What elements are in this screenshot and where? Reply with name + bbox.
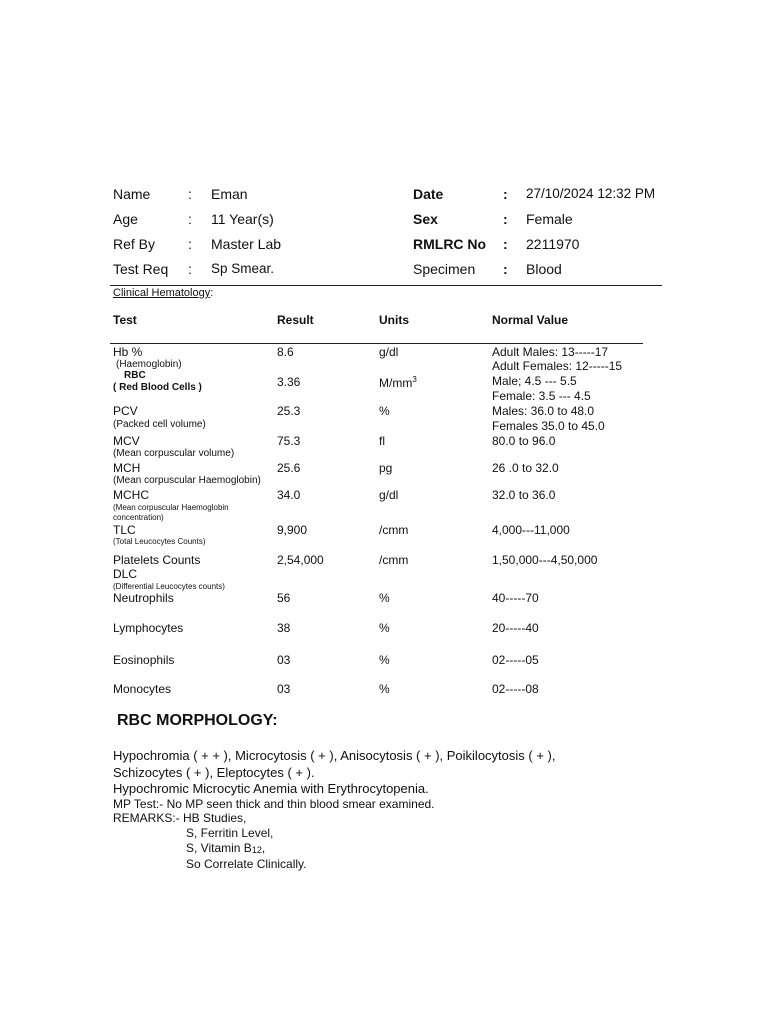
age-value: 11 Year(s) (211, 211, 274, 227)
monocytes-name: Monocytes (113, 682, 172, 696)
mchc-result: 34.0 (277, 488, 301, 502)
mchc-normal: 32.0 to 36.0 (492, 488, 556, 502)
rmlrc-label: RMLRC No (413, 236, 487, 252)
colon: : (188, 236, 192, 252)
rbc-units (379, 375, 417, 390)
pcv-normal-1: Males: 36.0 to 48.0 (492, 404, 595, 418)
tlc-result: 9,900 (277, 523, 308, 537)
section-title-colon: : (210, 287, 214, 299)
colon: : (188, 261, 192, 277)
mchc-sub-2: concentration) (113, 513, 164, 522)
morphology-line-2: Schizocytes ( + ), Eleptocytes ( + ). (113, 765, 315, 780)
rbc-normal-2: Female: 3.5 --- 4.5 (492, 389, 591, 403)
sex-value: Female (526, 211, 573, 227)
colon: : (503, 261, 508, 277)
rbc-sub: ( Red Blood Cells ) (113, 382, 202, 393)
eosinophils-name: Eosinophils (113, 653, 175, 667)
tlc-sub: (Total Leucocytes Counts) (113, 537, 206, 546)
neutrophils-units: % (379, 591, 390, 605)
section-title (113, 287, 213, 299)
pcv-sub: (Packed cell volume) (113, 419, 206, 430)
lymphocytes-units: % (379, 621, 390, 635)
name-value: Eman (211, 186, 248, 202)
monocytes-units: % (379, 682, 390, 696)
table-header-divider (110, 343, 643, 344)
mcv-units: fl (379, 434, 385, 448)
neutrophils-name: Neutrophils (113, 591, 174, 605)
mcv-name: MCV (113, 434, 140, 448)
mcv-result: 75.3 (277, 434, 301, 448)
remarks: REMARKS:- HB Studies, (113, 811, 247, 825)
colon: : (188, 186, 192, 202)
tlc-normal: 4,000---11,000 (492, 523, 570, 537)
colon: : (503, 211, 508, 227)
colon: : (503, 186, 508, 202)
hb-units: g/dl (379, 345, 399, 359)
mchc-sub-1: (Mean corpuscular Haemoglobin (113, 503, 229, 512)
pcv-name: PCV (113, 404, 138, 418)
monocytes-result: 03 (277, 682, 291, 696)
rbc-normal-1: Male; 4.5 --- 5.5 (492, 374, 577, 388)
hb-normal-1: Adult Males: 13-----17 (492, 345, 609, 359)
colon: : (188, 211, 192, 227)
mch-units: pg (379, 461, 393, 475)
name-label: Name (113, 186, 151, 202)
tlc-name: TLC (113, 523, 136, 537)
pcv-result: 25.3 (277, 404, 301, 418)
header-units: Units (379, 313, 409, 327)
rbc-name: RBC (124, 370, 146, 381)
lymphocytes-name: Lymphocytes (113, 621, 184, 635)
date-value: 27/10/2024 12:32 PM (526, 186, 656, 201)
section-title-text: Clinical Hematology (113, 287, 211, 299)
platelets-normal: 1,50,000---4,50,000 (492, 553, 598, 567)
testreq-value: Sp Smear. (211, 261, 275, 276)
header-divider (110, 285, 662, 286)
neutrophils-normal: 40-----70 (492, 591, 539, 605)
hb-result: 8.6 (277, 345, 294, 359)
monocytes-normal: 02-----08 (492, 682, 539, 696)
mch-normal: 26 .0 to 32.0 (492, 461, 559, 475)
platelets-result: 2,54,000 (277, 553, 324, 567)
tlc-units: /cmm (379, 523, 409, 537)
specimen-value: Blood (526, 261, 562, 277)
morphology-line-1: Hypochromia ( + + ), Microcytosis ( + ), Anisocytosis ( + ), Poikilocytosis ( + ), (113, 748, 556, 763)
remark-vitamin-base: S, Vitamin B (186, 841, 252, 855)
eosinophils-normal: 02-----05 (492, 653, 539, 667)
rbc-units-base: M/mm (379, 376, 413, 390)
mcv-sub: (Mean corpuscular volume) (113, 448, 235, 459)
rbc-result: 3.36 (277, 375, 301, 389)
remark-vitamin (186, 841, 265, 855)
morphology-title: RBC MORPHOLOGY: (117, 712, 278, 729)
specimen-label: Specimen (413, 261, 476, 277)
lymphocytes-result: 38 (277, 621, 291, 635)
pcv-normal-2: Females 35.0 to 45.0 (492, 419, 605, 433)
remark-vitamin-end: , (261, 841, 266, 855)
platelets-name: Platelets Counts (113, 553, 201, 567)
eosinophils-units: % (379, 653, 390, 667)
mch-sub: (Mean corpuscular Haemoglobin) (113, 475, 261, 486)
sex-label: Sex (413, 211, 438, 227)
mchc-name: MCHC (113, 488, 149, 502)
dlc-sub: (Differential Leucocytes counts) (113, 582, 225, 591)
refby-value: Master Lab (211, 236, 282, 252)
eosinophils-result: 03 (277, 653, 291, 667)
date-label: Date (413, 186, 444, 202)
remark-correlate: So Correlate Clinically. (186, 857, 307, 871)
neutrophils-result: 56 (277, 591, 291, 605)
platelets-units: /cmm (379, 553, 409, 567)
mch-result: 25.6 (277, 461, 301, 475)
testreq-label: Test Req (113, 261, 169, 277)
header-result: Result (277, 313, 314, 327)
pcv-units: % (379, 404, 390, 418)
remark-ferritin: S, Ferritin Level, (186, 826, 274, 840)
mch-name: MCH (113, 461, 141, 475)
mp-test: MP Test:- No MP seen thick and thin blood smear examined. (113, 797, 435, 811)
header-normal: Normal Value (492, 313, 569, 327)
rbc-units-sup: 3 (412, 375, 417, 384)
refby-label: Ref By (113, 236, 156, 252)
lymphocytes-normal: 20-----40 (492, 621, 539, 635)
dlc-name: DLC (113, 567, 138, 581)
hb-sub: (Haemoglobin) (116, 359, 182, 370)
mcv-normal: 80.0 to 96.0 (492, 434, 556, 448)
hb-name: Hb % (113, 345, 143, 359)
remark-vitamin-sub: 12 (251, 845, 262, 855)
rmlrc-value: 2211970 (526, 236, 580, 252)
morphology-line-3: Hypochromic Microcytic Anemia with Erythrocytopenia. (113, 781, 429, 796)
mchc-units: g/dl (379, 488, 399, 502)
hb-normal-2: Adult Females: 12-----15 (492, 359, 623, 373)
colon: : (503, 236, 508, 252)
header-test: Test (113, 313, 137, 327)
age-label: Age (113, 211, 138, 227)
